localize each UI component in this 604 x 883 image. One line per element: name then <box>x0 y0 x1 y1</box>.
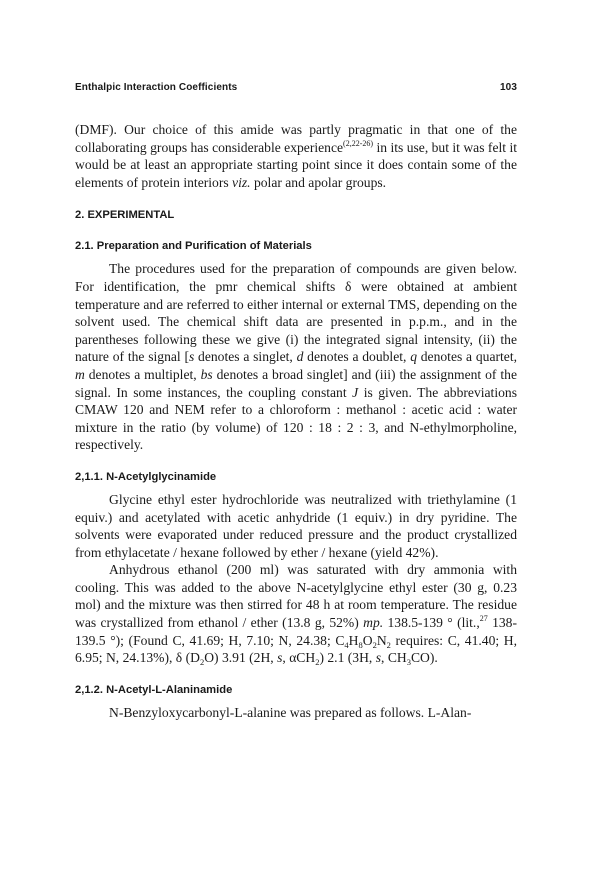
mp-label: mp. <box>363 615 384 631</box>
formula-sub-4: 2 <box>386 639 391 650</box>
citation-ref: (2,22-26) <box>343 138 374 148</box>
subsection-heading-alaninamide: 2,1.2. N-Acetyl-L-Alaninamide <box>75 683 233 696</box>
singlet-1: s <box>277 650 283 666</box>
glyc-text-g: ) 2.1 (3H, <box>319 650 376 666</box>
materials-text-1: The procedures used for the preparation of compounds are given below. For identification, the pmr chemical shifts δ were obtained at ambient temperature and are referred to either internal or external TMS, depending on the solvent used. The chemical shift data are presented in p.p.m., and in the parentheses following these we give (i) the integrated signal intensity, (ii) the nature of the signal [ <box>75 261 517 365</box>
d2o-sub: 2 <box>199 657 205 668</box>
ch2-sub: 2 <box>315 657 320 668</box>
singlet-2: s <box>375 650 382 666</box>
ch3-sub: 3 <box>406 657 411 668</box>
intro-text-a: (DMF). Our choice of this amide was partly pragmatic in that one of the collaborating groups has considerable experience <box>75 122 517 155</box>
abbr-bs: bs <box>200 366 213 382</box>
glyc-text-i: CO). <box>410 650 438 666</box>
materials-text-2: denotes a singlet, <box>194 349 297 365</box>
acetylglycinamide-paragraph-1: Glycine ethyl ester hydrochloride was neutralized with triethylamine (1 equiv.) and acetylated with acetic anhydride (1 equiv.) in dry pyridine. The solvents were evaporated under reduced pressure and the product crystallized from ethylacetate / hexane followed by ether / hexane (yield 42%). <box>75 491 517 560</box>
page <box>75 82 517 721</box>
glyc-text-e: O) 3.91 (2H, <box>204 650 278 666</box>
intro-viz: viz. <box>232 174 251 190</box>
materials-text-7: is given. The abbreviations CMAW 120 and NEM refer to a chloroform : methanol : acetic acid : water mixture in the ratio (by volume) of 120 : 18 : 2 : 3, and N-ethylmorpholine, respectively. <box>75 384 517 453</box>
alaninamide-paragraph: N-Benzyloxycarbonyl-L-alanine was prepared as follows. L-Alan- <box>109 704 472 720</box>
glyc-text-h: , CH <box>381 650 407 666</box>
materials-text-3: denotes a doublet, <box>303 349 411 365</box>
acetylglycinamide-paragraph-2 <box>75 561 517 667</box>
formula-h: H <box>348 632 359 648</box>
intro-paragraph <box>75 121 517 191</box>
abbr-m: m <box>75 366 85 382</box>
subsection-heading-acetylglycinamide: 2,1.1. N-Acetylglycinamide <box>75 470 217 483</box>
formula-sub-2: 8 <box>358 639 363 650</box>
abbr-d: d <box>296 349 304 365</box>
intro-text-b: in its use, but it was felt it would be at least an appropriate starting point since it does contain some of the elements of protein interiors <box>75 139 517 190</box>
formula-sub-3: 2 <box>372 639 377 650</box>
page-number: 103 <box>500 82 517 93</box>
glyc-text-a: Anhydrous ethanol (200 ml) was saturated with dry ammonia with cooling. This was added to the above N-acetylglycine ethyl ester (30 g, 0.23 mol) and the mixture was then stirred for 48 h at room temperature. The residue was crystallized from ethanol / ether (13.8 g, 52%) <box>75 562 517 631</box>
running-title: Enthalpic Interaction Coefficients <box>75 82 238 93</box>
materials-text-6: denotes a broad singlet] and (iii) the assignment of the signal. In some instances, the coupling constant <box>75 366 517 400</box>
materials-text-4: denotes a quartet, <box>416 349 517 365</box>
materials-paragraph <box>75 260 517 454</box>
intro-text-c: polar and apolar groups. <box>250 174 387 190</box>
glyc-text-c: 138-139.5 °); (Found C, 41.69; H, 7.10; N, 24.38; C <box>75 615 517 648</box>
abbr-j: J <box>352 384 359 400</box>
glyc-text-d: requires: C, 41.40; H, 6.95; N, 24.13%), δ (D <box>75 632 517 666</box>
running-head <box>75 82 517 93</box>
formula-sub-1: 4 <box>344 639 349 650</box>
citation-ref-27: 27 <box>479 614 488 624</box>
section-heading-experimental: 2. EXPERIMENTAL <box>75 209 175 222</box>
abbr-q: q <box>410 349 417 365</box>
formula-o: O <box>362 632 373 648</box>
formula-n: N <box>376 632 387 648</box>
abbr-s: s <box>188 349 195 365</box>
materials-text-5: denotes a multiplet, <box>84 366 201 382</box>
glyc-text-b: 138.5-139 ° (lit., <box>383 615 480 631</box>
glyc-text-f: , αCH <box>282 650 316 666</box>
subsection-heading-materials: 2.1. Preparation and Purification of Materials <box>75 240 312 253</box>
